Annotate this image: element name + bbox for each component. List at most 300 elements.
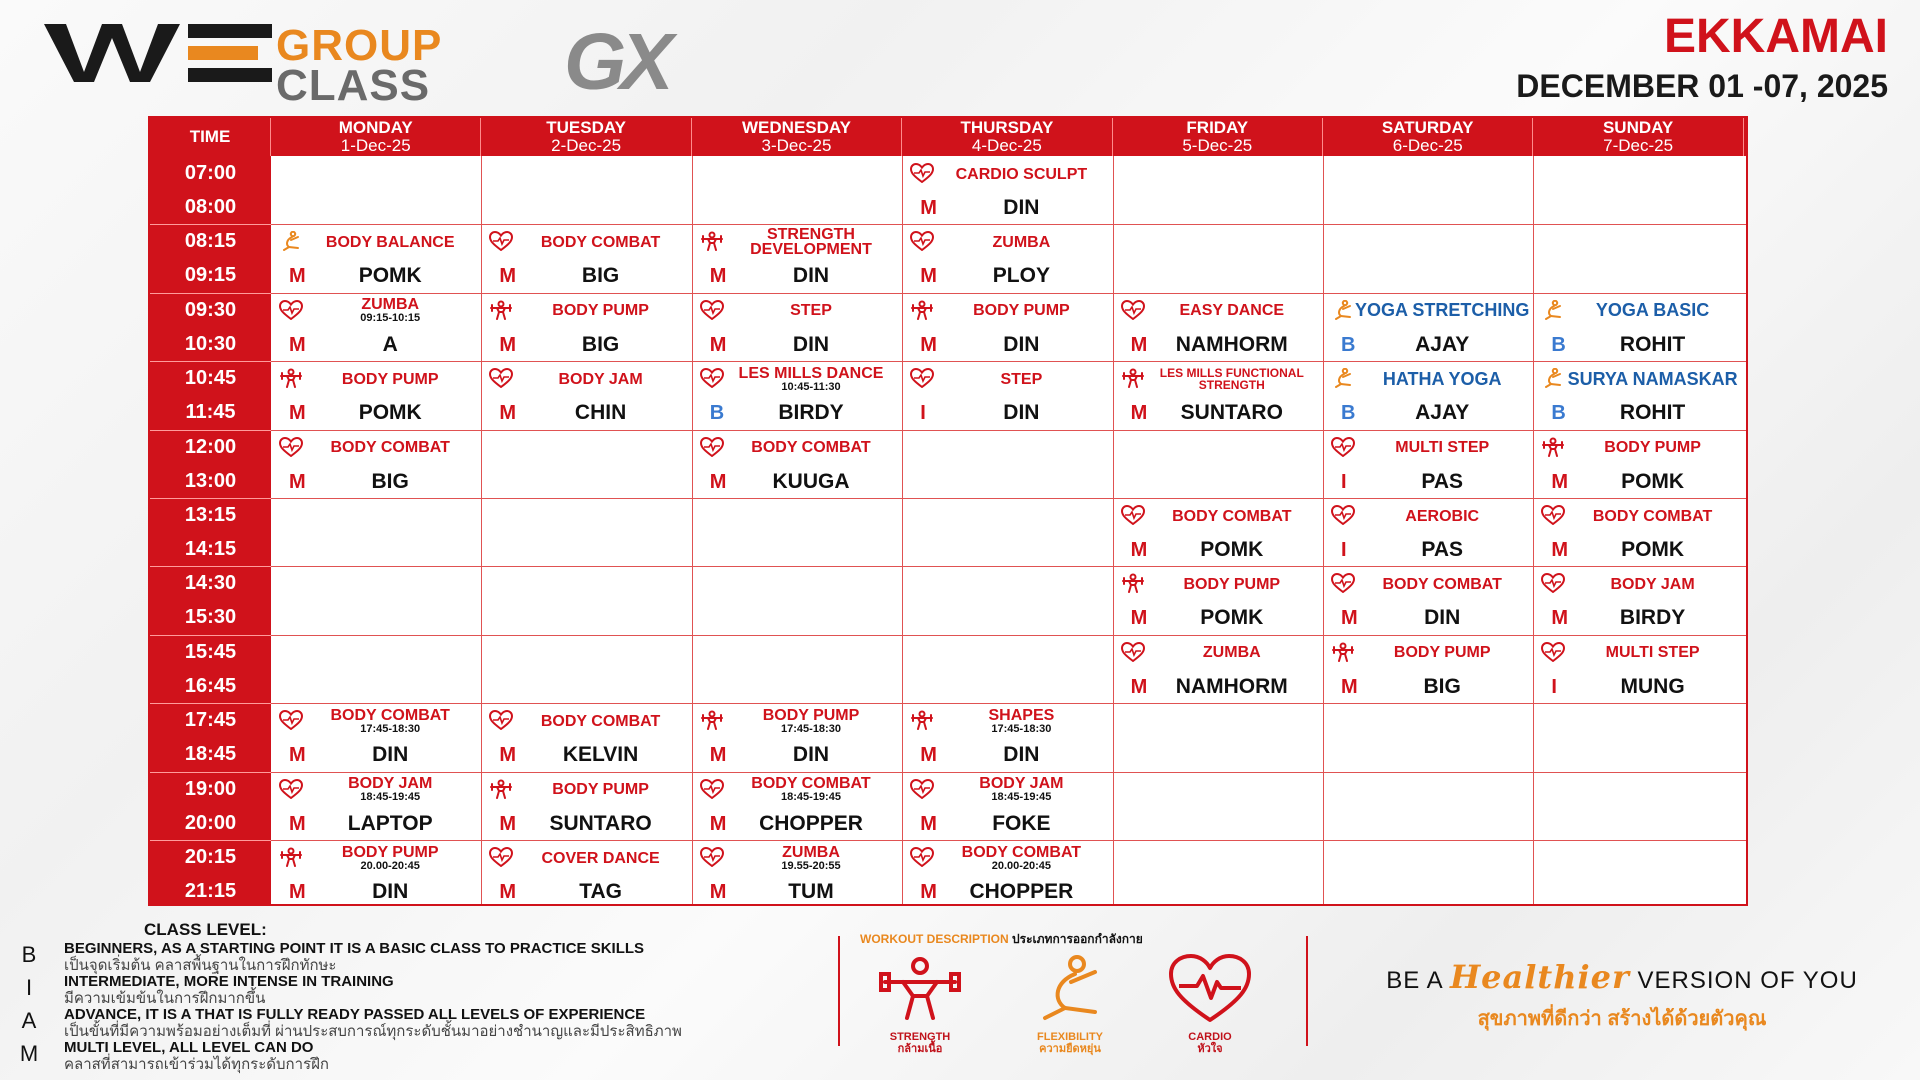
instructor-name: AJAY <box>1415 401 1470 425</box>
class-meta <box>1533 466 1743 498</box>
class-cell[interactable] <box>1113 293 1323 361</box>
class-cell[interactable] <box>902 293 1112 361</box>
time-header: TIME <box>150 118 271 156</box>
schedule-table <box>148 116 1748 906</box>
class-meta <box>692 808 902 840</box>
class-info <box>1533 566 1743 602</box>
class-info <box>481 772 691 808</box>
heart-icon <box>1331 437 1355 457</box>
class-meta <box>902 739 1112 771</box>
instructor-name: CHOPPER <box>759 811 863 835</box>
class-cell[interactable] <box>902 772 1112 840</box>
class-info <box>692 224 902 260</box>
heart-icon <box>910 368 934 388</box>
class-name: BODY COMBAT <box>1592 507 1713 525</box>
group-class-title <box>276 21 443 110</box>
class-cell[interactable] <box>1323 293 1533 361</box>
class-cell[interactable] <box>1533 430 1743 498</box>
class-name: ZUMBA 09:15-10:15 <box>360 296 421 325</box>
class-level: M <box>709 812 727 835</box>
class-level: M <box>709 470 727 493</box>
time-slot <box>150 293 271 361</box>
class-cell[interactable] <box>481 361 691 429</box>
instructor-name: BIG <box>1423 674 1461 698</box>
heart-icon <box>489 847 513 867</box>
instructor-name: CHOPPER <box>969 880 1074 903</box>
instructor-name: LAPTOP <box>347 811 433 835</box>
class-meta <box>902 397 1112 429</box>
class-name: AEROBIC <box>1405 507 1480 525</box>
class-meta <box>271 260 481 292</box>
class-time-note: 09:15-10:15 <box>360 312 421 325</box>
class-info <box>902 772 1112 808</box>
class-cell[interactable] <box>692 430 902 498</box>
slogan-en: BE A Healthier VERSION OF YOU <box>1386 958 1858 996</box>
class-meta <box>1323 671 1533 703</box>
slot-start: 12:00 <box>184 435 237 458</box>
class-level: M <box>920 881 937 903</box>
heart-icon <box>1121 505 1145 525</box>
class-cell[interactable] <box>481 840 691 908</box>
level-desc-m: MULTI LEVEL, ALL LEVEL CAN DO คลาสที่สามารถเข้าร่วมได้ทุกระดับการฝึก <box>64 1039 329 1073</box>
class-level: M <box>1551 607 1569 630</box>
class-info <box>1323 566 1533 602</box>
class-name: BODY BALANCE <box>325 233 455 251</box>
class-cell[interactable] <box>481 703 691 771</box>
class-time-note: 17:45-18:30 <box>781 722 841 735</box>
class-level: M <box>709 265 727 288</box>
class-level: M <box>1130 333 1148 356</box>
class-info <box>271 293 481 329</box>
heart-icon <box>1541 505 1565 525</box>
day-header-monday: MONDAY 1-Dec-25 <box>271 118 481 156</box>
instructor-name: BIG <box>371 469 409 493</box>
class-info <box>271 224 481 260</box>
class-cell[interactable] <box>1533 566 1743 634</box>
class-info <box>481 293 691 329</box>
class-meta <box>1113 602 1323 634</box>
instructor-name: PAS <box>1421 538 1463 561</box>
legend-title: CLASS LEVEL: <box>144 920 267 939</box>
slot-end: 16:45 <box>184 674 237 697</box>
class-cell[interactable] <box>1533 498 1743 566</box>
instructor-name: MUNG <box>1620 674 1685 698</box>
class-cell[interactable] <box>1323 635 1533 703</box>
class-level: M <box>920 744 937 767</box>
class-name: HATHA YOGA <box>1382 368 1502 389</box>
class-meta <box>1113 397 1323 429</box>
we-logo-mark <box>44 22 274 84</box>
class-meta <box>1113 671 1323 703</box>
instructor-name: NAMHORM <box>1175 332 1288 356</box>
class-cell[interactable] <box>271 224 481 292</box>
class-cell[interactable] <box>1113 635 1323 703</box>
instructor-name: DIN <box>372 743 409 767</box>
instructor-name: FOKE <box>992 811 1051 835</box>
slot-start: 10:45 <box>184 367 237 390</box>
divider <box>838 936 840 1046</box>
instructor-name: KELVIN <box>562 743 639 767</box>
instructor-name: ROHIT <box>1619 332 1686 356</box>
class-meta <box>692 260 902 292</box>
class-level: B <box>1341 402 1356 425</box>
class-cell[interactable] <box>1113 498 1323 566</box>
instructor-name: PAS <box>1421 469 1463 493</box>
class-name: BODY COMBAT 17:45-18:30 <box>330 706 450 735</box>
class-meta <box>1533 397 1743 429</box>
class-info <box>692 772 902 808</box>
class-name: BODY PUMP <box>1604 439 1701 457</box>
heart-icon <box>910 847 934 867</box>
slot-end: 18:45 <box>184 743 237 766</box>
class-level: M <box>289 402 306 425</box>
slot-end: 15:30 <box>184 606 237 629</box>
class-meta <box>1533 329 1743 361</box>
strength-legend: STRENGTH กล้ามเนื้อ <box>860 952 980 1055</box>
flexibility-legend: FLEXIBILITY ความยืดหยุ่น <box>1010 952 1130 1055</box>
class-cell[interactable] <box>692 361 902 429</box>
class-cell[interactable] <box>1323 566 1533 634</box>
instructor-name: BIG <box>581 264 620 288</box>
brand-logo <box>44 17 734 110</box>
class-level: I <box>1341 470 1347 493</box>
time-divider <box>150 566 271 567</box>
slot-end: 09:15 <box>184 264 237 287</box>
time-divider <box>150 498 271 499</box>
workout-title: WORKOUT DESCRIPTION ประเภทการออกกำลังกาย <box>860 932 1143 946</box>
weightlifter-icon <box>910 710 934 730</box>
day-header-saturday: SATURDAY 6-Dec-25 <box>1323 118 1533 156</box>
group-text: GROUP <box>276 21 443 70</box>
class-time-note: 17:45-18:30 <box>991 722 1052 735</box>
level-desc-i: INTERMEDIATE, MORE INTENSE IN TRAINING มีความเข้มข้นในการฝึกมากขึ้น <box>64 973 394 1007</box>
class-level: M <box>499 744 517 767</box>
class-name: BODY PUMP <box>341 370 439 388</box>
day-header-thursday: THURSDAY 4-Dec-25 <box>902 118 1112 156</box>
heart-icon <box>910 163 934 183</box>
class-level: M <box>709 333 727 356</box>
class-meta <box>1113 534 1323 566</box>
heart-icon <box>1331 573 1355 593</box>
instructor-name: PLOY <box>992 264 1050 288</box>
class-meta <box>481 808 691 840</box>
class-level: M <box>1130 539 1148 561</box>
class-name: CARDIO SCULPT <box>955 165 1088 183</box>
class-level: M <box>289 333 306 356</box>
class-cell[interactable] <box>902 361 1112 429</box>
class-name: YOGA STRETCHING <box>1355 300 1530 321</box>
stretching-icon <box>1331 300 1355 320</box>
time-slot <box>150 156 271 224</box>
slogan <box>1352 958 1892 1034</box>
class-level: I <box>920 402 926 425</box>
heart-icon <box>279 300 303 320</box>
class-level: M <box>499 265 517 288</box>
class-info <box>271 361 481 397</box>
time-divider <box>150 635 271 636</box>
class-cell[interactable] <box>271 703 481 771</box>
class-info <box>1323 498 1533 534</box>
class-cell[interactable] <box>692 703 902 771</box>
stretching-icon <box>279 231 303 251</box>
class-name: LES MILLS DANCE 10:45-11:30 <box>738 364 884 393</box>
class-cell[interactable] <box>271 840 481 908</box>
class-name: ZUMBA 19.55-20:55 <box>781 843 841 872</box>
class-name: STEP <box>790 302 832 320</box>
class-cell[interactable] <box>1113 566 1323 634</box>
class-level: M <box>289 744 306 767</box>
time-slot <box>150 566 271 634</box>
weightlifter-icon <box>910 300 934 320</box>
class-level: M <box>289 470 306 493</box>
class-level: M <box>1130 402 1148 425</box>
class-info <box>271 430 481 466</box>
class-name: BODY PUMP <box>973 302 1070 320</box>
slot-start: 07:00 <box>184 162 237 184</box>
time-slot <box>150 430 271 498</box>
time-slot <box>150 361 271 429</box>
class-level: M <box>499 881 517 903</box>
class-cell[interactable] <box>1533 361 1743 429</box>
weightlifter-icon <box>489 300 513 320</box>
class-cell[interactable] <box>902 224 1112 292</box>
class-level: M <box>920 812 937 835</box>
day-header-wednesday: WEDNESDAY 3-Dec-25 <box>692 118 902 156</box>
level-code-a: A <box>21 1008 37 1033</box>
class-cell[interactable] <box>481 293 691 361</box>
class-level: B <box>709 402 725 425</box>
class-meta <box>902 192 1112 224</box>
class-time-note: 18:45-19:45 <box>781 791 841 804</box>
class-level: M <box>1551 539 1569 561</box>
instructor-name: DIN <box>1003 743 1040 767</box>
class-cell[interactable] <box>271 293 481 361</box>
class-cell[interactable] <box>1113 361 1323 429</box>
slot-start: 13:15 <box>184 504 237 526</box>
heart-icon <box>489 368 513 388</box>
class-cell[interactable] <box>692 224 902 292</box>
class-name: BODY JAM <box>558 370 643 388</box>
class-level: M <box>709 744 727 767</box>
class-time-note: 20.00-20:45 <box>360 859 420 872</box>
class-cell[interactable] <box>1323 361 1533 429</box>
class-meta <box>1323 397 1533 429</box>
cardio-legend: CARDIO หัวใจ <box>1150 952 1270 1055</box>
day-header-friday: FRIDAY 5-Dec-25 <box>1113 118 1323 156</box>
heart-icon <box>279 437 303 457</box>
class-info <box>1533 498 1743 534</box>
class-info <box>1323 361 1533 397</box>
class-info <box>271 840 481 876</box>
heart-icon <box>1331 505 1355 525</box>
slot-end: 20:00 <box>184 811 237 834</box>
class-level: M <box>499 812 517 835</box>
class-cell[interactable] <box>692 293 902 361</box>
instructor-name: DIN <box>372 880 409 903</box>
class-cell[interactable] <box>692 840 902 908</box>
class-meta <box>481 397 691 429</box>
day-header-tuesday: TUESDAY 2-Dec-25 <box>481 118 691 156</box>
instructor-name: ROHIT <box>1619 401 1686 425</box>
class-info <box>902 703 1112 739</box>
class-name: BODY COMBAT <box>751 439 871 457</box>
slogan-th: สุขภาพที่ดีกว่า สร้างได้ด้วยตัวคุณ <box>1477 1008 1767 1030</box>
class-level: I <box>1341 539 1347 561</box>
instructor-name: POMK <box>358 264 422 288</box>
time-divider <box>150 224 271 225</box>
class-cell[interactable] <box>481 772 691 840</box>
class-info <box>902 361 1112 397</box>
slot-start: 08:15 <box>184 230 237 253</box>
class-info <box>1533 430 1743 466</box>
heart-icon <box>1121 300 1145 320</box>
class-info <box>481 224 691 260</box>
class-level: M <box>920 265 937 288</box>
class-meta <box>481 876 691 908</box>
date-range: DECEMBER 01 -07, 2025 <box>1516 68 1888 104</box>
class-meta <box>271 329 481 361</box>
class-name: BODY COMBAT <box>1382 575 1502 593</box>
class-info <box>271 772 481 808</box>
class-level: M <box>920 333 937 356</box>
class-meta <box>481 260 691 292</box>
class-info <box>692 430 902 466</box>
class-cell[interactable] <box>481 224 691 292</box>
heart-icon <box>910 231 934 251</box>
flexibility-icon <box>1025 952 1115 1026</box>
class-level: M <box>499 333 517 356</box>
class-time-note: 10:45-11:30 <box>781 380 841 393</box>
class-info <box>1533 361 1743 397</box>
class-level: B <box>1551 402 1566 425</box>
instructor-name: DIN <box>1003 196 1040 219</box>
class-meta <box>902 876 1112 908</box>
heart-icon <box>700 847 724 867</box>
class-info <box>1323 635 1533 671</box>
slot-end: 13:00 <box>184 469 237 492</box>
class-time-note: 17:45-18:30 <box>360 722 421 735</box>
time-divider <box>150 772 271 773</box>
class-name: SHAPES 17:45-18:30 <box>988 706 1055 735</box>
slot-end: 11:45 <box>185 401 236 424</box>
stretching-icon <box>1541 368 1565 388</box>
class-name: BODY JAM 18:45-19:45 <box>979 775 1064 804</box>
instructor-name: POMK <box>1200 538 1264 561</box>
class-cell[interactable] <box>1533 293 1743 361</box>
heart-icon <box>700 300 724 320</box>
class-level: M <box>1341 675 1358 698</box>
time-slot <box>150 840 271 908</box>
class-meta <box>271 397 481 429</box>
class-level: M <box>499 402 517 425</box>
heart-icon <box>700 779 724 799</box>
slot-end: 14:15 <box>184 538 237 560</box>
instructor-name: AJAY <box>1415 332 1470 356</box>
class-level: B <box>1551 333 1566 356</box>
class-name: BODY PUMP <box>1183 575 1281 593</box>
time-column <box>150 156 271 904</box>
heart-icon <box>489 231 513 251</box>
level-code-i: I <box>25 975 33 1000</box>
table-header <box>150 118 1746 156</box>
class-text: CLASS <box>276 61 431 110</box>
class-info <box>1113 293 1323 329</box>
class-name: EASY DANCE <box>1179 302 1285 320</box>
instructor-name: KUUGA <box>772 469 850 493</box>
class-name: BODY PUMP 20.00-20:45 <box>341 843 439 872</box>
class-cell[interactable] <box>271 361 481 429</box>
class-info <box>481 840 691 876</box>
class-cell[interactable] <box>902 156 1112 224</box>
class-cell[interactable] <box>1323 430 1533 498</box>
heart-icon <box>1541 642 1565 662</box>
instructor-name: DIN <box>792 743 830 767</box>
time-divider <box>150 430 271 431</box>
class-meta <box>902 329 1112 361</box>
class-name: BODY PUMP <box>552 781 649 799</box>
class-level: M <box>1551 470 1569 493</box>
class-meta <box>1533 602 1743 634</box>
heart-icon <box>279 710 303 730</box>
class-cell[interactable] <box>271 430 481 498</box>
class-info <box>1113 566 1323 602</box>
class-name: LES MILLS FUNCTIONAL STRENGTH <box>1159 366 1304 393</box>
class-cell[interactable] <box>271 772 481 840</box>
class-cell[interactable] <box>1533 635 1743 703</box>
class-level: I <box>1551 675 1557 698</box>
weightlifter-icon <box>700 231 724 251</box>
class-cell[interactable] <box>1323 498 1533 566</box>
heart-icon <box>279 779 303 799</box>
divider <box>1306 936 1308 1046</box>
class-cell[interactable] <box>692 772 902 840</box>
instructor-name: DIN <box>1003 401 1040 425</box>
gx-logo: GX <box>564 17 668 106</box>
slot-end: 08:00 <box>184 196 237 218</box>
class-name: BODY PUMP <box>1393 644 1491 662</box>
class-meta <box>271 466 481 498</box>
class-level: M <box>709 881 727 903</box>
slot-start: 19:00 <box>184 777 237 800</box>
instructor-name: POMK <box>1621 469 1685 493</box>
class-cell[interactable] <box>902 840 1112 908</box>
class-info <box>902 156 1112 192</box>
class-info <box>1533 635 1743 671</box>
class-meta <box>1533 671 1743 703</box>
time-divider <box>150 703 271 704</box>
class-info <box>692 293 902 329</box>
class-meta <box>902 808 1112 840</box>
instructor-name: DIN <box>792 332 830 356</box>
strength-icon <box>875 952 965 1026</box>
class-info <box>692 840 902 876</box>
class-meta <box>692 876 902 908</box>
class-meta <box>1323 466 1533 498</box>
instructor-name: BIRDY <box>778 401 844 425</box>
slot-end: 21:15 <box>184 880 237 902</box>
instructor-name: BIRDY <box>1619 606 1686 630</box>
slot-start: 17:45 <box>184 709 237 732</box>
class-name: SURYA NAMASKAR <box>1567 368 1738 389</box>
class-name: MULTI STEP <box>1395 439 1490 457</box>
level-desc-b: BEGINNERS, AS A STARTING POINT IT IS A BASIC CLASS TO PRACTICE SKILLS เป็นจุดเริ่มต้น คลาสพื้นฐานในการฝึกทักษะ <box>64 940 645 974</box>
class-cell[interactable] <box>902 703 1112 771</box>
class-name: STEP <box>1000 370 1043 388</box>
class-name: BODY JAM <box>1610 575 1695 593</box>
class-meta <box>902 260 1112 292</box>
class-name: BODY COMBAT 20.00-20:45 <box>961 843 1082 872</box>
weightlifter-icon <box>279 847 303 867</box>
